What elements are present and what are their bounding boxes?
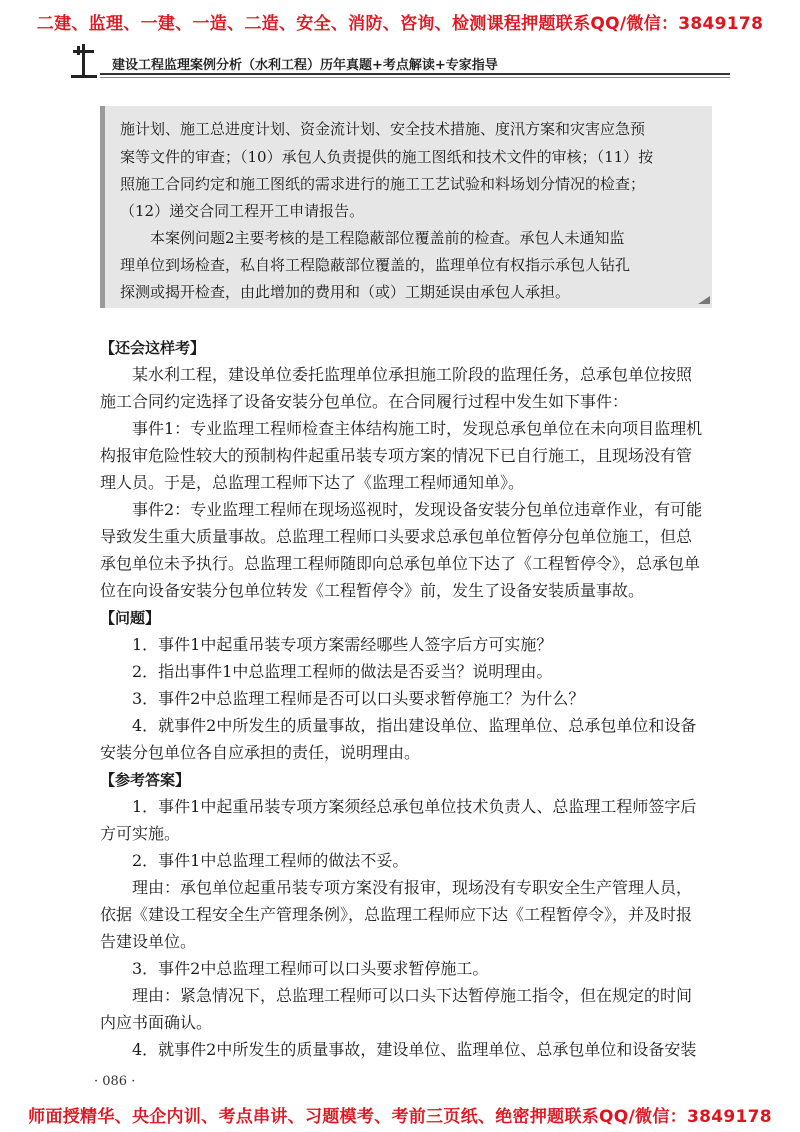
- answer-line: 理由：承包单位起重吊装专项方案没有报审，现场没有专职安全生产管理人员，: [100, 878, 693, 897]
- body-text-line: 施工合同约定选择了设备安装分包单位。在合同履行过程中发生如下事件：: [100, 392, 629, 411]
- box-text-line: 案等文件的审查；（10）承包人负责提供的施工图纸和技术文件的审核；（11）按: [120, 148, 654, 166]
- answer-line: 3．事件2中总监理工程师可以口头要求暂停施工。: [100, 959, 489, 978]
- bottom-banner: 师面授精华、央企内训、考点串讲、习题模考、考前三页纸、绝密押题联系QQ/微信：3849178: [28, 1107, 772, 1127]
- body-text-line: 位在向设备安装分包单位转发《工程暂停令》前，发生了设备安装质量事故。: [100, 581, 645, 600]
- box-text-line: 理单位到场检查，私自将工程隐蔽部位覆盖的，监理单位有权指示承包人钻孔: [120, 256, 631, 274]
- question-line: 4．就事件2中所发生的质量事故，指出建设单位、监理单位、总承包单位和设备: [100, 716, 697, 735]
- page-number: · 086 ·: [94, 1074, 136, 1089]
- running-header: [70, 38, 730, 78]
- answer-line: 2．事件1中总监理工程师的做法不妥。: [100, 851, 409, 870]
- box-text-line: 施计划、施工总进度计划、资金流计划、安全技术措施、度汛方案和灾害应急预: [120, 120, 646, 138]
- section-heading-questions: 【问题】: [100, 609, 161, 627]
- box-text-line: 本案例问题2主要考核的是工程隐蔽部位覆盖前的检查。承包人未通知监: [120, 229, 625, 247]
- question-line: 1．事件1中起重吊装专项方案需经哪些人签字后方可实施？: [100, 635, 553, 654]
- answer-line: 方可实施。: [100, 824, 181, 843]
- header-title: 建设工程监理案例分析（水利工程）历年真题+考点解读+专家指导: [112, 58, 498, 73]
- section-heading-answers: 【参考答案】: [100, 771, 191, 789]
- body-text-line: 事件1：专业监理工程师检查主体结构施工时，发现总承包单位在未向项目监理机: [100, 419, 703, 438]
- question-line: 安装分包单位各自应承担的责任，说明理由。: [100, 743, 421, 762]
- question-line: 3．事件2中总监理工程师是否可以口头要求暂停施工？为什么？: [100, 689, 585, 708]
- body-text-line: 导致发生重大质量事故。总监理工程师口头要求总承包单位暂停分包单位施工，但总: [100, 527, 693, 546]
- body-text-line: 某水利工程，建设单位委托监理单位承担施工阶段的监理任务，总承包单位按照: [100, 365, 693, 384]
- header-rule: [100, 73, 730, 75]
- top-banner: 二建、监理、一建、一造、二造、安全、消防、咨询、检测课程押题联系QQ/微信：3849178: [36, 14, 764, 34]
- header-rule-thin: [100, 77, 730, 78]
- box-text-line: （12）递交合同工程开工申请报告。: [120, 202, 365, 220]
- section-heading-more-exam: 【还会这样考】: [100, 339, 206, 357]
- box-text-line: 照施工合同约定和施工图纸的需求进行的施工工艺试验和料场划分情况的检查；: [120, 175, 646, 193]
- answer-line: 依据《建设工程安全生产管理条例》，总监理工程师应下达《工程暂停令》，并及时报: [100, 905, 693, 924]
- box-text-line: 探测或揭开检查，由此增加的费用和（或）工期延误由承包人承担。: [120, 283, 571, 301]
- answer-line: 告建设单位。: [100, 932, 197, 951]
- body-text-line: 事件2：专业监理工程师在现场巡视时，发现设备安装分包单位违章作业，有可能: [100, 500, 703, 519]
- answer-line: 理由：紧急情况下，总监理工程师可以口头下达暂停施工指令，但在规定的时间: [100, 986, 693, 1005]
- body-text-line: 构报审危险性较大的预制构件起重吊装专项方案的情况下已自行施工，且现场没有管: [100, 446, 693, 465]
- body-text-line: 承包单位未予执行。总监理工程师随即向总承包单位下达了《工程暂停令》，总承包单: [100, 554, 701, 573]
- answer-line: 1．事件1中起重吊装专项方案须经总承包单位技术负责人、总监理工程师签字后: [100, 797, 697, 816]
- answer-line: 4．就事件2中所发生的质量事故，建设单位、监理单位、总承包单位和设备安装: [100, 1040, 697, 1059]
- question-line: 2．指出事件1中总监理工程师的做法是否妥当？说明理由。: [100, 662, 553, 681]
- signpost-logo-icon: [70, 42, 98, 78]
- answer-line: 内应书面确认。: [100, 1013, 213, 1032]
- body-text-line: 理人员。于是，总监理工程师下达了《监理工程师通知单》。: [100, 473, 525, 492]
